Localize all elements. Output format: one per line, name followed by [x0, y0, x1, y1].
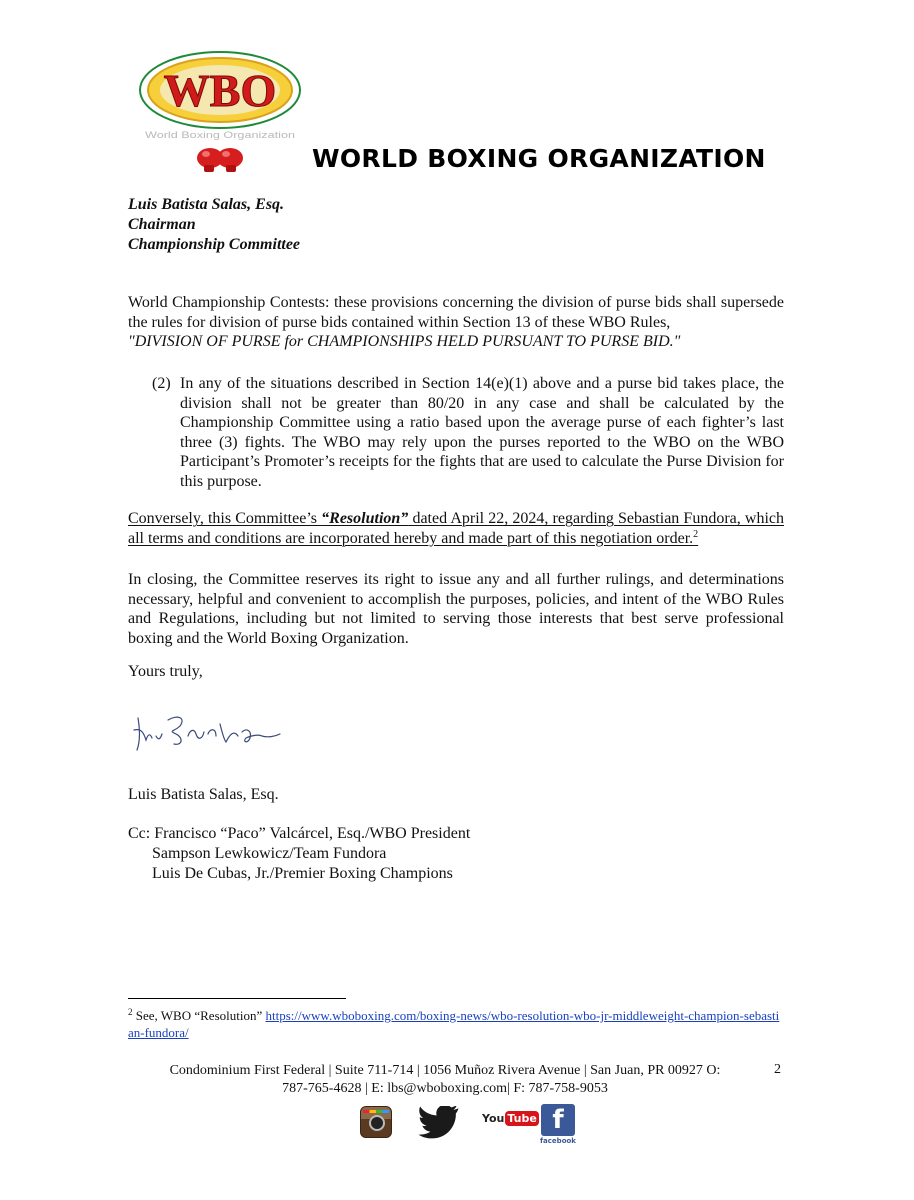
footnote: [128, 1007, 784, 1041]
twitter-icon[interactable]: [417, 1106, 463, 1140]
instagram-icon[interactable]: [360, 1106, 392, 1138]
youtube-tube: Tube: [507, 1112, 537, 1125]
footnote-divider: [128, 998, 346, 999]
sender-committee: Championship Committee: [128, 236, 301, 253]
resolution-text-b: dated April 22, 2024, regarding Sebastian Fundora, which all terms and conditions are incorporated hereby and made part of this negotiation order.: [128, 510, 785, 547]
rule-item-text: In any of the situations described in Section 14(e)(1) above and a purse bid takes place, the division shall not be greater than 80/20 in any case and shall be calculated by the Championship Committee using a ratio based upon the average purse of each fighter’s last three (3) fights. The WBO may rely upon the purses reported to the WBO on the WBO Participant’s Promoter’s receipts for the fights that are used to calculate the Purse Division for this purpose.: [180, 375, 784, 490]
facebook-icon[interactable]: f: [541, 1104, 575, 1136]
footnote-text: See, WBO “Resolution”: [135, 1008, 263, 1023]
resolution-text-a: Conversely, this Committee’s: [128, 510, 318, 527]
boxing-gloves-icon: [197, 148, 243, 172]
rule-item-number: (2): [152, 375, 171, 392]
facebook-label: facebook: [540, 1137, 576, 1145]
page-number: 2: [774, 1062, 781, 1077]
twitter-bird-graphic: [417, 1106, 463, 1140]
youtube-icon[interactable]: [482, 1112, 537, 1134]
wbo-logo-graphic: [138, 48, 308, 178]
footnote-number: 2: [128, 1007, 133, 1017]
resolution-emphasis: “Resolution”: [321, 510, 409, 527]
sender-role: Chairman: [128, 216, 196, 233]
signer-name: Luis Batista Salas, Esq.: [128, 786, 279, 803]
footnote-link[interactable]: https://www.wboboxing.com/boxing-news/wbo-resolution-wbo-jr-middleweight-champion-sebastian-fundora/: [128, 1008, 780, 1040]
logo-text: WBO: [163, 65, 277, 116]
cc-row-1: [128, 824, 470, 844]
cc-recipient: Luis De Cubas, Jr./Premier Boxing Champions: [152, 865, 453, 882]
cc-recipient: Sampson Lewkowicz/Team Fundora: [152, 845, 387, 862]
footer-address-line-1: Condominium First Federal | Suite 711-714 | 1056 Muñoz Rivera Avenue | San Juan, PR 00927 O:: [169, 1063, 721, 1078]
logo-ring-text: World Boxing Organization: [145, 130, 295, 140]
footnote-ref[interactable]: 2: [693, 528, 699, 540]
resolution-paragraph: [128, 509, 784, 548]
signature-graphic: [128, 700, 288, 760]
footer-address-line-2: 787-765-4628 | E: lbs@wboboxing.com| F: 787-758-9053: [282, 1081, 608, 1096]
sender-name: Luis Batista Salas, Esq.: [128, 196, 285, 213]
page-title: WORLD BOXING ORGANIZATION: [312, 144, 766, 173]
footer-address: [140, 1062, 750, 1098]
cc-prefix: Cc:: [128, 825, 151, 842]
rule-item-2: [152, 374, 784, 491]
instagram-stripe: [363, 1110, 389, 1113]
intro-text: World Championship Contests: these provisions concerning the division of purse bids shall supersede the rules for division of purse bids contained within Section 13 of these WBO Rules,: [128, 294, 784, 331]
handwritten-signature: [128, 700, 288, 760]
youtube-you: You: [482, 1112, 505, 1125]
intro-paragraph: [128, 293, 784, 352]
cc-list: [128, 824, 470, 884]
intro-section-title: "DIVISION OF PURSE for CHAMPIONSHIPS HELD PURSUANT TO PURSE BID.": [128, 333, 681, 350]
cc-recipient: Francisco “Paco” Valcárcel, Esq./WBO President: [154, 825, 471, 842]
salutation: Yours truly,: [128, 663, 203, 680]
instagram-lens: [369, 1115, 385, 1131]
closing-paragraph: In closing, the Committee reserves its right to issue any and all further rulings, and determinations necessary, helpful and convenient to accomplish the purposes, policies, and intent of the WBO Rules and Regulations, including but not limited to serving those interests that best serve professional boxing and the World Boxing Organization.: [128, 571, 784, 647]
wbo-logo: [138, 48, 308, 178]
sender-block: [128, 195, 300, 255]
